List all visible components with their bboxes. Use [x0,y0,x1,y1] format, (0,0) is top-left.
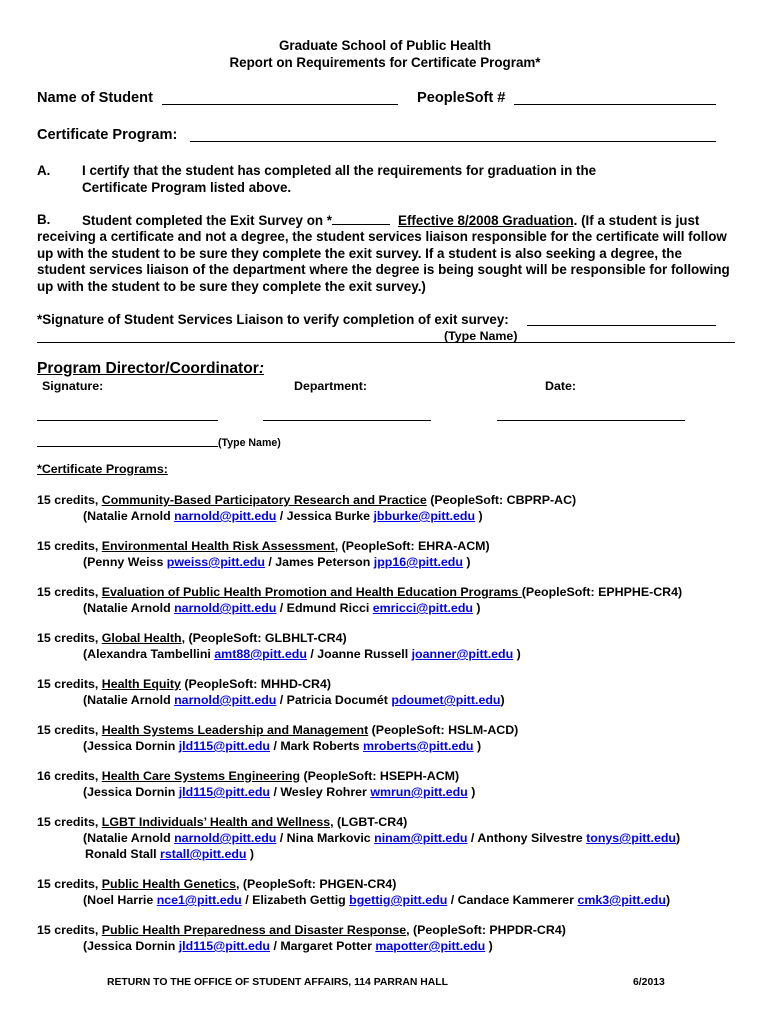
peoplesoft-field[interactable] [514,104,716,105]
liaison-signature-label: *Signature of Student Services Liaison to verify completion of exit survey: [37,312,509,327]
contact-email-link[interactable]: narnold@pitt.edu [174,831,277,845]
footer-date: 6/2013 [633,977,665,988]
director-department-label: Department: [294,379,367,393]
contact-email-link[interactable]: narnold@pitt.edu [174,693,277,707]
section-divider [37,342,735,343]
list-item: 15 credits, Global Health, (PeopleSoft: GLBHLT-CR4) (Alexandra Tambellini amt88@pitt.edu / Joanne Russell joanner@pitt.edu ) [37,631,521,661]
name-of-student-field[interactable] [162,104,398,105]
list-item: 15 credits, Health Systems Leadership and Management (PeopleSoft: HSLM-ACD) (Jessica Dornin jld115@pitt.edu / Mark Roberts mroberts@pitt.edu ) [37,723,519,753]
list-item: 15 credits, Community-Based Participatory Research and Practice (PeopleSoft: CBPRP-AC) (Natalie Arnold narnold@pitt.edu / Jessica Burke jbburke@pitt.edu ) [37,493,577,523]
list-item: 16 credits, Health Care Systems Engineering (PeopleSoft: HSEPH-ACM) (Jessica Dornin jld115@pitt.edu / Wesley Rohrer wmrun@pitt.edu ) [37,769,476,799]
program-name: Evaluation of Public Health Promotion and Health Education Programs [101,585,522,599]
list-item: 15 credits, LGBT Individuals’ Health and Wellness, (LGBT-CR4) (Natalie Arnold narnold@pitt.edu / Nina Markovic ninam@pitt.edu / Anthony Silvestre tonys@pitt.edu) Ronald Stall rstall@pitt.edu ) [37,815,681,861]
section-b-text2: . (If a student is just [573,213,700,228]
list-item: 15 credits, Environmental Health Risk Assessment, (PeopleSoft: EHRA-ACM) (Penny Weiss pweiss@pitt.edu / James Peterson jpp16@pitt.edu ) [37,539,490,569]
program-name: Community-Based Participatory Research and Practice [101,493,427,507]
contact-email-link[interactable]: narnold@pitt.edu [174,509,277,523]
contact-email-link[interactable]: jpp16@pitt.edu [373,555,463,569]
contact-email-link[interactable]: jbburke@pitt.edu [373,509,476,523]
director-signature-field[interactable] [37,420,218,421]
section-b-explanation: receiving a certificate and not a degree, the student services liaison responsible for the certificate will follow up with the student to be sure they complete the exit survey. If a student is also seeking a degree, the student services liaison of the department where the degree is being sought will be responsible for following up with the student to be sure they complete the exit survey.) [37,229,730,294]
program-name: LGBT Individuals’ Health and Wellness, [101,815,334,829]
certificate-programs-heading: *Certificate Programs: [37,462,168,476]
contact-email-link[interactable]: bgettig@pitt.edu [349,893,448,907]
contact-email-link[interactable]: jld115@pitt.edu [178,939,270,953]
program-name: Health Care Systems Engineering [101,769,301,783]
contact-email-link[interactable]: amt88@pitt.edu [214,647,307,661]
section-b-exit-survey [82,212,699,228]
program-name: Global Health [101,631,182,645]
contact-email-link[interactable]: joanner@pitt.edu [411,647,514,661]
director-type-name-field[interactable] [37,446,218,447]
liaison-type-name-label: (Type Name) [444,329,518,343]
contact-email-link[interactable]: nce1@pitt.edu [156,893,242,907]
contact-email-link[interactable]: cmk3@pitt.edu [577,893,666,907]
certificate-program-label: Certificate Program: [37,127,178,143]
contact-email-link[interactable]: pweiss@pitt.edu [166,555,265,569]
contact-email-link[interactable]: rstall@pitt.edu [160,847,247,861]
contact-email-link[interactable]: tonys@pitt.edu [586,831,676,845]
director-type-name-label: (Type Name) [218,437,281,449]
section-a-marker: A. [37,163,51,178]
section-a-line2: Certificate Program listed above. [82,180,292,195]
contact-email-link[interactable]: mroberts@pitt.edu [362,739,474,753]
director-department-field[interactable] [263,420,431,421]
peoplesoft-label: PeopleSoft # [417,90,506,106]
director-date-field[interactable] [497,420,685,421]
contact-email-link[interactable]: jld115@pitt.edu [178,739,270,753]
director-date-label: Date: [545,379,576,393]
contact-email-link[interactable]: jld115@pitt.edu [178,785,270,799]
contact-email-link[interactable]: mapotter@pitt.edu [375,939,486,953]
section-a-line1: I certify that the student has completed all the requirements for graduation in the [82,163,597,178]
list-item: 15 credits, Evaluation of Public Health Promotion and Health Education Programs (PeopleSoft: EPHPHE-CR4) (Natalie Arnold narnold@pitt.edu / Edmund Ricci emricci@pitt.edu ) [37,585,683,615]
exit-survey-date-field[interactable] [332,212,390,225]
section-b-marker: B. [37,212,51,227]
program-name: Environmental Health Risk Assessment [101,539,335,553]
effective-date-note: Effective 8/2008 Graduation [398,213,574,228]
form-title: Graduate School of Public Health [278,38,492,53]
list-item: 15 credits, Public Health Preparedness and Disaster Response, (PeopleSoft: PHPDR-CR4) (Jessica Dornin jld115@pitt.edu / Margaret Potter mapotter@pitt.edu ) [37,923,566,953]
section-b-text1: Student completed the Exit Survey on * [82,213,333,228]
program-director-heading: Program Director/Coordinator: [37,360,265,377]
contact-email-link[interactable]: narnold@pitt.edu [174,601,277,615]
director-signature-label: Signature: [42,379,104,393]
list-item: 15 credits, Health Equity (PeopleSoft: MHHD-CR4) (Natalie Arnold narnold@pitt.edu / Patricia Documét pdoumet@pitt.edu) [37,677,505,707]
contact-email-link[interactable]: ninam@pitt.edu [374,831,468,845]
liaison-signature-field[interactable] [527,325,716,326]
list-item: 15 credits, Public Health Genetics, (PeopleSoft: PHGEN-CR4) (Noel Harrie nce1@pitt.edu / Elizabeth Gettig bgettig@pitt.edu / Candace Kammerer cmk3@pitt.edu) [37,877,671,907]
name-of-student-label: Name of Student [37,90,153,106]
contact-email-link[interactable]: emricci@pitt.edu [372,601,473,615]
footer-return-text: RETURN TO THE OFFICE OF STUDENT AFFAIRS, 114 PARRAN HALL [107,977,448,988]
program-name: Health Systems Leadership and Management [101,723,369,737]
contact-email-link[interactable]: wmrun@pitt.edu [370,785,468,799]
form-subtitle: Report on Requirements for Certificate Program* [229,55,541,70]
contact-email-link[interactable]: pdoumet@pitt.edu [391,693,501,707]
program-name: Health Equity [101,677,181,691]
program-name: Public Health Preparedness and Disaster Response [101,923,407,937]
certificate-program-field[interactable] [190,141,716,142]
program-name: Public Health Genetics [101,877,237,891]
